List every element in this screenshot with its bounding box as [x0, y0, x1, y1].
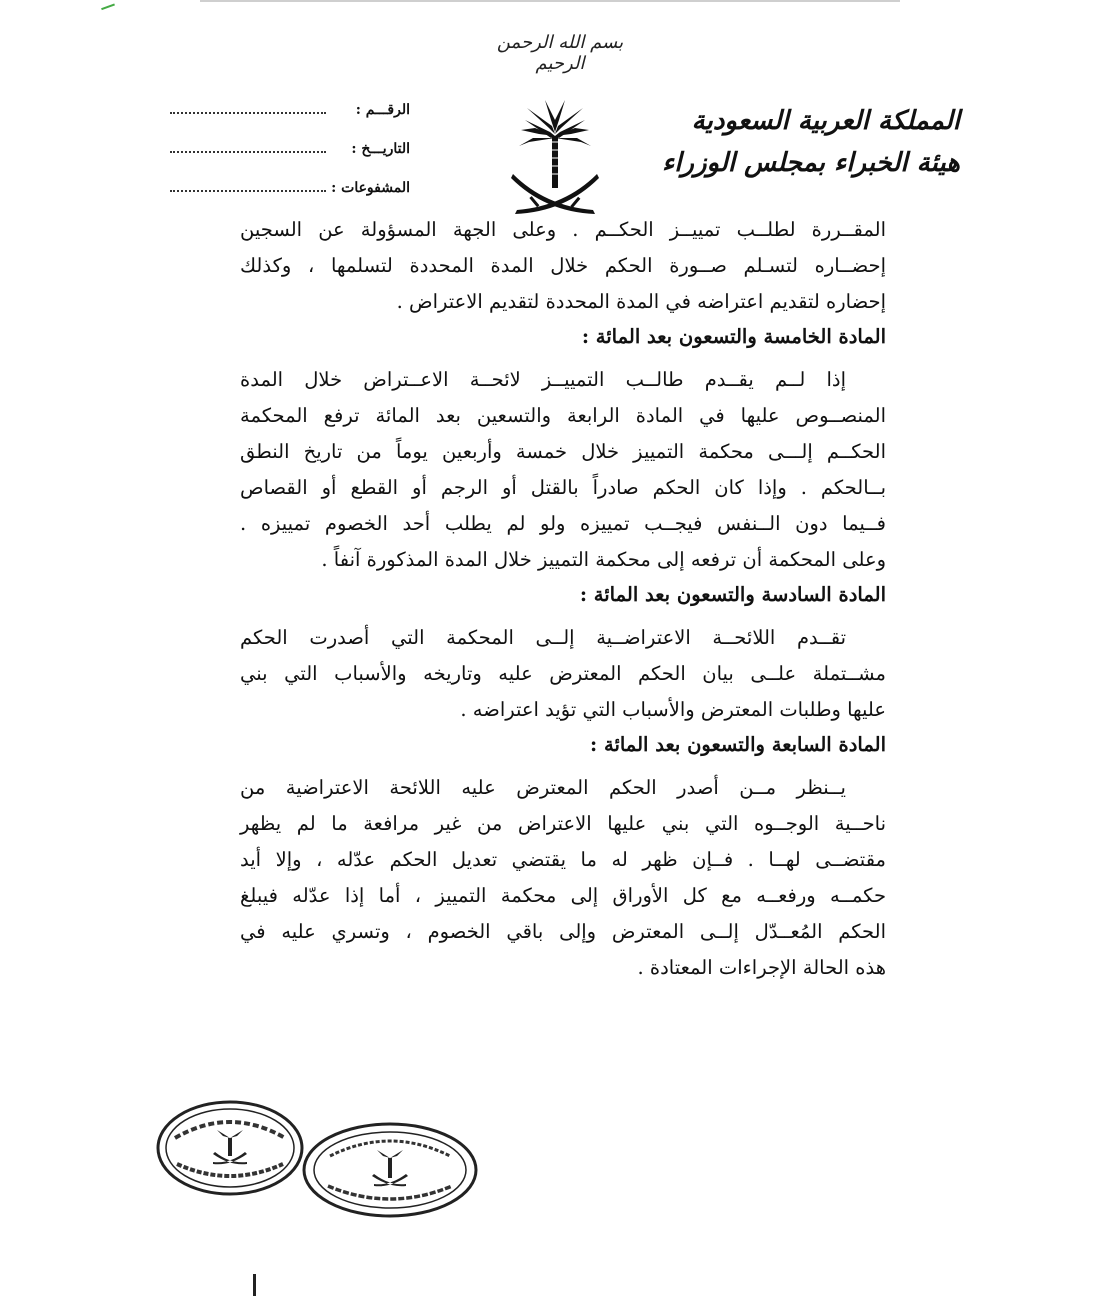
article-196-heading: المادة السادسة والتسعون بعد المائة : — [579, 583, 886, 606]
article-196-line: تقــدم اللائحــة الاعتراضــية إلــى المحكمة التي أصدرت الحكم — [240, 626, 846, 649]
date-label: التاريـــخ : — [351, 141, 410, 157]
article-195-line: بــالحكم . وإذا كان الحكم صادراً بالقتل أو الرجم أو القطع أو القصاص — [240, 476, 886, 499]
article-195-line: الحكــم إلـــى محكمة التمييز خلال خمسة وأربعين يوماً من تاريخ النطق — [240, 440, 886, 463]
article-195-heading: المادة الخامسة والتسعون بعد المائة : — [581, 325, 886, 348]
org-line-1: المملكة العربية السعودية — [691, 106, 960, 136]
article-197-heading: المادة السابعة والتسعون بعد المائة : — [590, 733, 886, 756]
article-197-line: الحكم المُعــدّل إلــى المعترض وإلى باقي الخصوم ، وتسري عليه في — [240, 920, 886, 943]
intro-line: إحضاره لتقديم اعتراضه في المدة المحددة لتقديم الاعتراض . — [396, 290, 886, 313]
article-195-line: فــيما دون الــنفس فيجــب تمييزه ولو لم يطلب أحد الخصوم تمييزه . — [240, 512, 886, 535]
letterhead — [660, 100, 960, 184]
top-border — [200, 0, 900, 2]
attachments-label: المشفوعات : — [331, 180, 410, 196]
official-seal-1 — [155, 1098, 305, 1198]
article-195-line: وعلى المحكمة أن ترفعه إلى محكمة التمييز خلال المدة المذكورة آنفاً . — [321, 548, 886, 571]
palm-swords-emblem-icon — [505, 98, 605, 226]
intro-line: المقــررة لطلــب تمييــز الحكــم . وعلى الجهة المسؤولة عن السجين — [240, 218, 886, 241]
date-field[interactable] — [170, 141, 410, 180]
article-197-line: هذه الحالة الإجراءات المعتادة . — [637, 956, 886, 979]
article-197-line: يــنظر مــن أصدر الحكم المعترض عليه اللائحة الاعتراضية من — [240, 776, 846, 799]
article-197-line: مقتضــى لهــا . فــإن ظهر له ما يقتضي تعديل الحكم عدّله ، وإلا أيد — [240, 848, 886, 871]
official-seal-2 — [300, 1120, 480, 1220]
number-field[interactable] — [170, 102, 410, 141]
date-dotted-line — [170, 141, 326, 153]
attachments-dotted-line — [170, 180, 326, 192]
intro-line: إحضــاره لتسـلم صــورة الحكم خلال المدة المحددة لتسلمها ، وكذلك — [240, 254, 886, 277]
article-197-line: حكمــه ورفعــه مع كل الأوراق إلى محكمة التمييز ، أما إذا عدّله فيبلغ — [240, 884, 886, 907]
corner-mark — [99, 0, 115, 10]
reference-fields — [170, 102, 410, 219]
basmala: بسم الله الرحمن الرحيم — [496, 32, 624, 74]
page-edge-mark — [253, 1274, 256, 1296]
number-label: الرقـــم : — [355, 102, 410, 118]
article-196-line: مشــتملة علــى بيان الحكم المعترض عليه وتاريخه والأسباب التي بني — [240, 662, 886, 685]
article-195-line: المنصــوص عليها في المادة الرابعة والتسعين بعد المائة ترفع المحكمة — [240, 404, 886, 427]
article-195-line: إذا لــم يقــدم طالــب التمييــز لائحــة الاعــتراض خلال المدة — [240, 368, 846, 391]
article-196-line: عليها وطلبات المعترض والأسباب التي تؤيد اعتراضه . — [460, 698, 886, 721]
org-line-2: هيئة الخبراء بمجلس الوزراء — [661, 148, 960, 178]
article-197-line: ناحــية الوجــوه التي بني عليها الاعتراض من غير مرافعة ما لم يظهر — [240, 812, 886, 835]
document-body — [240, 212, 886, 986]
number-dotted-line — [170, 102, 326, 114]
